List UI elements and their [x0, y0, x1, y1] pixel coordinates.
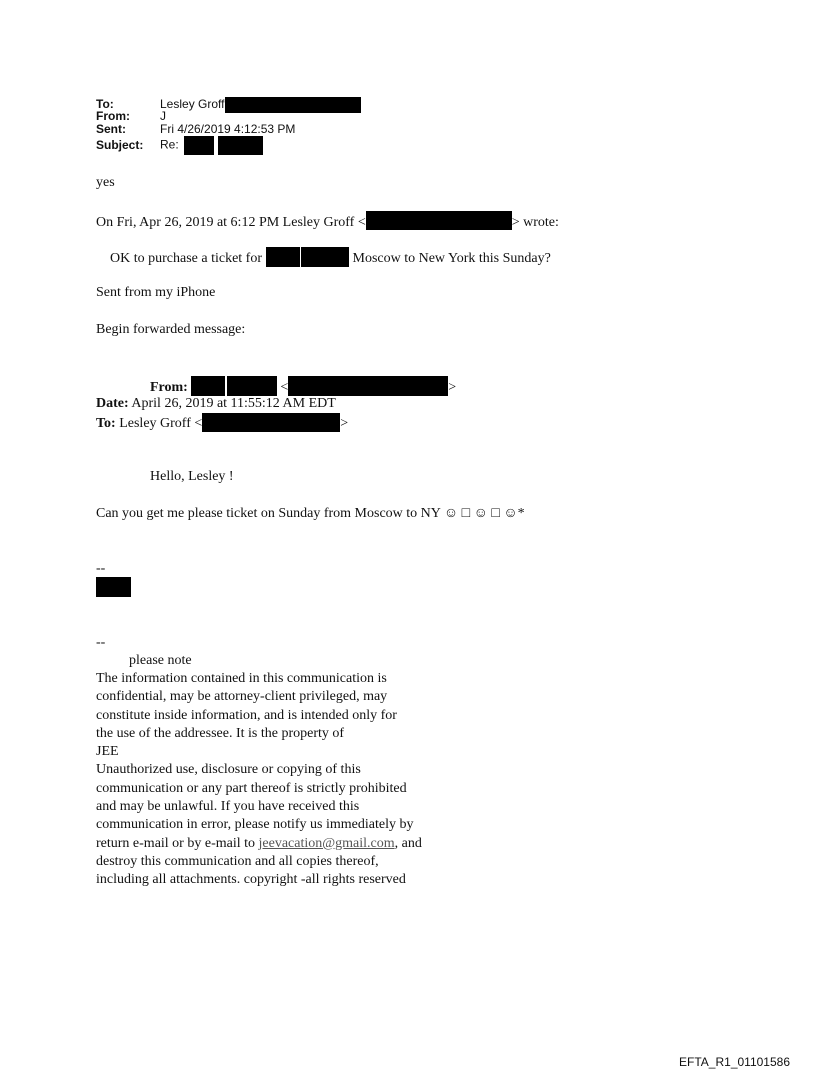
header-sent-row: [96, 123, 361, 136]
redaction-box: [202, 413, 340, 432]
sent-value: Fri 4/26/2019 4:12:53 PM: [160, 122, 296, 136]
disclaimer-line: The information contained in this communication is: [96, 671, 387, 686]
header-to-row: [96, 97, 361, 110]
header-subject-row: [96, 136, 361, 152]
forward-date-row: [96, 395, 336, 413]
to-label: To:: [96, 97, 114, 112]
forward-to-value: Lesley Groff <: [119, 416, 203, 431]
forward-close-bracket: >: [448, 380, 457, 395]
disclaimer-line: JEE: [96, 744, 119, 760]
disclaimer-line: communication in error, please notify us immediately by: [96, 817, 414, 833]
disclaimer: [96, 670, 422, 890]
from-value: J: [160, 109, 166, 123]
forward-from-label: From:: [150, 380, 188, 395]
redaction-box: [184, 136, 214, 155]
forward-to-label: To:: [96, 416, 116, 431]
email-prefix: return e-mail or by e-mail to: [96, 835, 259, 851]
forward-to-close: >: [340, 416, 349, 431]
redaction-box: [266, 247, 300, 267]
signature-separator: --: [96, 561, 106, 576]
disclaimer-line: and may be unlawful. If you have received this: [96, 799, 360, 815]
redaction-box: [288, 376, 448, 396]
forwarded-text: Begin forwarded message:: [96, 322, 246, 337]
question-prefix: OK to purchase a ticket for: [110, 251, 262, 266]
disclaimer-line: communication or any part thereof is strictly prohibited: [96, 780, 407, 796]
forward-to-row: [96, 413, 348, 433]
sent-from-text: Sent from my iPhone: [96, 285, 216, 300]
signature-separator: --: [96, 635, 106, 650]
forward-greeting: Hello, Lesley !: [150, 469, 234, 484]
subject-label: Subject:: [96, 137, 144, 152]
sent-label: Sent:: [96, 122, 126, 136]
redaction-box: [301, 247, 349, 267]
reply-text: yes: [96, 175, 115, 190]
disclaimer-line: including all attachments. copyright -all rights reserved: [96, 872, 406, 888]
email-header: [96, 97, 361, 152]
quote-intro-prefix: On Fri, Apr 26, 2019 at 6:12 PM Lesley Groff <: [96, 215, 366, 230]
to-value: Lesley Groff: [160, 97, 225, 112]
redaction-box: [218, 136, 263, 155]
forward-from-row: [150, 376, 456, 397]
email-suffix: , and: [394, 835, 422, 851]
forward-open-bracket: <: [280, 380, 289, 395]
redaction-box: [96, 577, 131, 597]
disclaimer-line: the use of the addressee. It is the property of: [96, 725, 345, 741]
disclaimer-email-line: [96, 835, 422, 853]
quote-intro: [96, 211, 559, 232]
document-id: EFTA_R1_01101586: [679, 1055, 790, 1069]
from-label: From:: [96, 109, 130, 123]
disclaimer-line: confidential, may be attorney-client privileged, may: [96, 689, 388, 705]
disclaimer-line: destroy this communication and all copies thereof,: [96, 853, 379, 869]
disclaimer-line: Unauthorized use, disclosure or copying of this: [96, 762, 361, 778]
redaction-box: [191, 376, 225, 396]
forward-message: Can you get me please ticket on Sunday from Moscow to NY ☺ □ ☺ □ ☺*: [96, 506, 525, 521]
please-note: please note: [129, 653, 192, 668]
forward-date-value: April 26, 2019 at 11:55:12 AM EDT: [131, 396, 336, 411]
subject-value: Re:: [160, 137, 179, 152]
forward-date-label: Date:: [96, 396, 129, 411]
redaction-box: [227, 376, 277, 396]
quote-intro-suffix: > wrote:: [511, 215, 559, 230]
quoted-question: [110, 247, 551, 268]
redaction-box: [366, 211, 512, 230]
email-link[interactable]: jeevacation@gmail.com: [258, 835, 395, 851]
question-suffix: Moscow to New York this Sunday?: [352, 251, 551, 266]
disclaimer-line: constitute inside information, and is intended only for: [96, 707, 397, 723]
